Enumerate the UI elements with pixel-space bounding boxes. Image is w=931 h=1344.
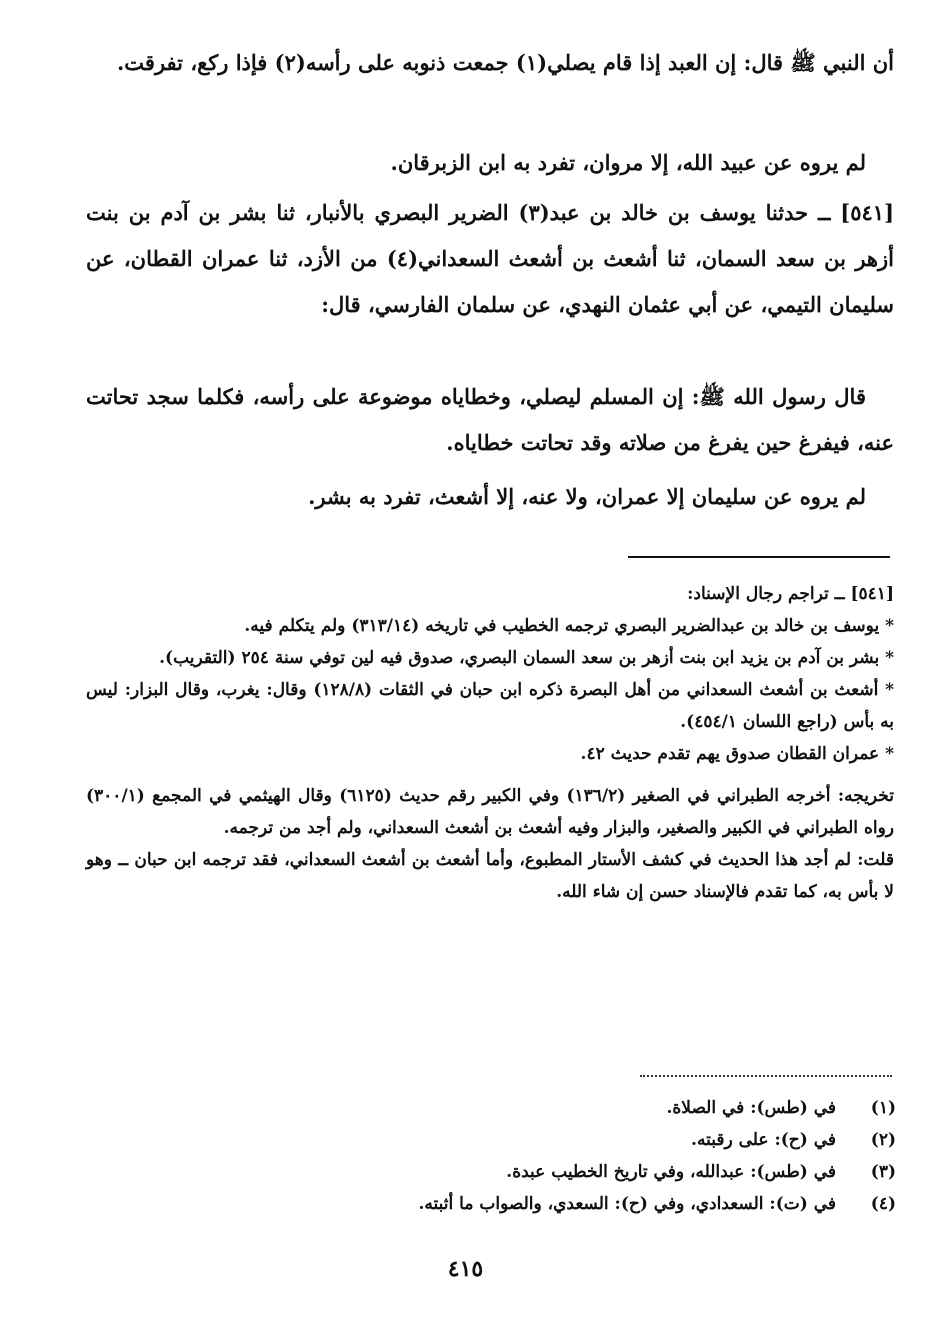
- footnote-heading: [٥٤١] ــ تراجم رجال الإسناد:: [687, 584, 894, 604]
- hadith-number: [٥٤١]: [840, 200, 894, 225]
- note-item: [300, 1156, 896, 1188]
- main-text-block-4: [86, 374, 894, 466]
- note-number: (١): [870, 1098, 896, 1118]
- hadith-541-comment: لم يروه عن سليمان إلا عمران، ولا عنه، إلا أشعث، تفرد به بشر.: [308, 484, 866, 509]
- footnote-block: [86, 578, 894, 908]
- hadith-540-comment: لم يروه عن عبيد الله، إلا مروان، تفرد به ابن الزبرقان.: [390, 150, 866, 175]
- hadith-541-isnad: [86, 190, 894, 328]
- page-number: ٤١٥: [447, 1256, 484, 1282]
- hadith-541-matn: قال رسول الله ﷺ: إن المسلم ليصلي، وخطاياه موضوعة على رأسه، فكلما سجد تحاتت عنه، فيفرغ حين يفرغ من صلاته وقد تحاتت خطاياه.: [86, 384, 894, 455]
- main-text-block-1: [86, 40, 894, 86]
- main-text-block-5: [86, 474, 894, 520]
- hadith-540-ending: أن النبي ﷺ قال: إن العبد إذا قام يصلي(١) جمعت ذنوبه على رأسه(٢) فإذا ركع، تفرقت.: [116, 50, 894, 75]
- main-text-block-3: [86, 190, 894, 328]
- narrator-imran: * عمران القطان صدوق يهم تقدم حديث ٤٢.: [580, 744, 894, 764]
- narrator-yusuf: * يوسف بن خالد بن عبدالضرير البصري ترجمه الخطيب في تاريخه (٣١٣/١٤) ولم يتكلم فيه.: [244, 616, 894, 636]
- note-item: [300, 1092, 896, 1124]
- note-text: في (طس): في الصلاة.: [666, 1098, 836, 1118]
- note-text: في (ت): السعدادي، وفي (ح): السعدي، والصواب ما أثبته.: [418, 1194, 836, 1214]
- note-number: (٤): [870, 1194, 896, 1214]
- main-text-block-2: [86, 140, 894, 186]
- note-item: [300, 1188, 896, 1220]
- note-number: (٣): [870, 1162, 896, 1182]
- note-number: (٢): [870, 1130, 896, 1150]
- narrator-bishr: * بشر بن آدم بن يزيد ابن بنت أزهر بن سعد السمان البصري، صدوق فيه لين توفي سنة ٢٥٤ (التقريب).: [159, 648, 894, 668]
- narrator-ashath: * أشعث بن أشعث السعداني من أهل البصرة ذكره ابن حبان في الثقات (١٢٨/٨) وقال: يغرب، وقال البزار: ليس به بأس (راجع اللسان ٤٥٤/١).: [86, 680, 894, 732]
- takhrij-paragraph: تخريجه: أخرجه الطبراني في الصغير (١٣٦/٢) وفي الكبير رقم حديث (٦١٢٥) وقال الهيثمي في المجمع (٣٠٠/١) رواه الطبراني في الكبير والصغير، والبزار وفيه أشعث بن أشعث السعداني، ولم أجد من ترجمه.: [86, 786, 895, 838]
- qult-paragraph: قلت: لم أجد هذا الحديث في كشف الأستار المطبوع، وأما أشعث بن أشعث السعداني، فقد ترجمه ابن حبان ــ وهو لا بأس به، كما تقدم فالإسناد حسن إن شاء الله.: [86, 850, 894, 902]
- note-text: في (طس): عبدالله، وفي تاريخ الخطيب عبدة.: [506, 1162, 836, 1182]
- footnote-separator: [628, 556, 890, 558]
- note-item: [300, 1124, 896, 1156]
- textual-notes: [300, 1092, 896, 1220]
- notes-separator: [640, 1075, 892, 1077]
- hadith-541-isnad-text: ــ حدثنا يوسف بن خالد بن عبد(٣) الضرير البصري بالأنبار، ثنا بشر بن آدم بن بنت أزهر بن سعد السمان، ثنا أشعث بن أشعث السعداني(٤) من الأزد، ثنا عمران القطان، عن سليمان التيمي، عن أبي عثمان النهدي، عن سلمان الفارسي، قال:: [86, 200, 894, 317]
- note-text: في (ح): على رقبته.: [691, 1130, 836, 1150]
